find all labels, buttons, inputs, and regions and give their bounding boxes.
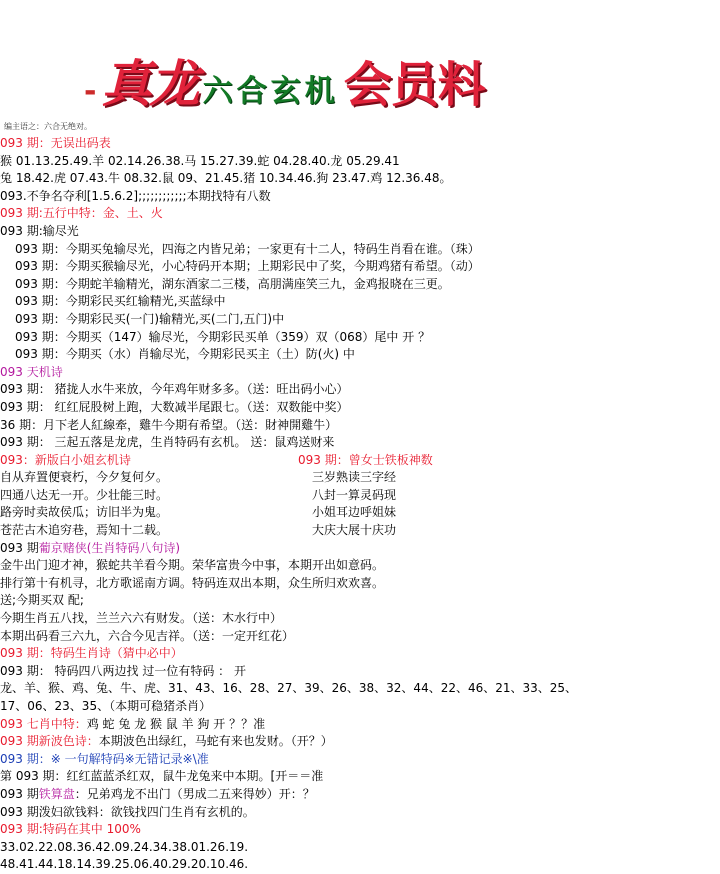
heaven-poem-line: 093 期： 三起五落是龙虎，生肖特码有玄机。 送：鼠鸡送财来 [0, 435, 335, 450]
section-title-code-table: 093 期：无误出码表 [0, 136, 111, 150]
zodiac-poem-line: 093 期： 特码四八两边找 过一位有特码 ： 开 [0, 663, 246, 678]
final-codes-row-1: 33.02.22.08.36.42.09.24.34.38.01.26.19. [0, 839, 249, 854]
heaven-poem-line: 093 期： 猪拢人水牛来放，今年鸡年财多多。（送：旺出码小心） [0, 382, 349, 397]
white-lady-line: 四通八达无一开。少壮能三时。 [0, 487, 169, 502]
two-column-row [0, 487, 720, 505]
white-lady-line: 苍茫古木追穷巷，焉知十二载。 [0, 523, 169, 538]
gambler-line: 排行第十有机寻，北方歌谣南方调。特码连双出本期，众生所归欢欢喜。 [0, 575, 385, 590]
section-title-five-elements: 093 期:五行中特：金、土、火 [0, 206, 163, 221]
section-title-zodiac-poem: 093 期：特码生肖诗（猜中必中） [0, 646, 183, 661]
gambler-line: 金牛出门迎才神，猴蛇共羊看今期。荣华富贵今中事，本期开出如意码。 [0, 558, 385, 573]
two-column-titles [0, 452, 720, 470]
subtitle: 编主语之：六合无绝对。 [4, 122, 92, 131]
code-table-row-3: 093.不争名夺利[1.5.6.2];;;;;;;;;;;;本期找特有八数 [0, 188, 271, 203]
white-lady-line: 自从弃置便衰朽，今夕复何夕。 [0, 470, 169, 485]
section-title-iron-plate: 093 期：曾女士铁板神数 [298, 452, 433, 467]
brand-banner [84, 44, 485, 113]
two-column-row [0, 469, 720, 487]
brand-title-end: 会员料 [343, 57, 485, 113]
final-codes-row-2: 48.41.44.18.14.39.25.06.40.29.20.10.46. [0, 857, 249, 872]
two-column-row [0, 504, 720, 522]
white-lady-line: 路旁时卖故侯瓜；访旧半为鬼。 [0, 505, 169, 520]
seven-zodiac-line: 093 七肖中特：鸡 蛇 兔 龙 猴 鼠 羊 狗 开 ？？准 [0, 716, 266, 731]
heaven-poem-line: 093 期： 红红屁股树上跑，大数减半尾跟七。（送：双数能中奖） [0, 399, 349, 414]
gambler-line: 今期生肖五八找，兰兰六六有财发。（送：木水行中） [0, 611, 283, 626]
zodiac-list-line: 龙、羊、猴、鸡、兔、牛、虎、31、43、16、28、27、39、26、38、32、44、22、46、21、33、25、 [0, 681, 578, 696]
zodiac-list-line: 17、06、23、35、（本期可稳猪杀肖） [0, 699, 212, 713]
iron-plate-line: 八封一算灵码现 [312, 487, 397, 502]
content [0, 135, 720, 874]
iron-plate-line: 三岁熟读三字经 [312, 470, 397, 485]
brand-dash: - [84, 74, 97, 109]
lose-all-line: 093 期：今期买（147）输尽光，今期彩民买单（359）双（068）尾中 开 ？ [15, 329, 431, 344]
gambler-line: 送;今期买双 配; [0, 593, 84, 608]
shrew-line: 093 期泼妇欲钱料：欲钱找四门生肖有玄机的。 [0, 804, 255, 819]
red-blue-line: 第 093 期：红红蓝蓝杀红双，鼠牛龙兔来中本期。[开＝＝准 [0, 769, 324, 784]
lose-all-line: 093 期：今期蛇羊输精光，湖东酒家二三楼，高朋满座笑三九，金鸡报晓在三更。 [15, 276, 450, 291]
wave-color-line: 093 期新波色诗：本期波色出绿红，马蛇有来也发财。（开？） [0, 734, 333, 749]
code-table-row-1: 猴 01.13.25.49.羊 02.14.26.38.马 15.27.39.蛇 04.28.40.龙 05.29.41 [0, 153, 400, 168]
abacus-line: 093 期铁算盘：兄弟鸡龙不出门（男成二五来得妙）开：？ [0, 786, 315, 801]
one-line-code-title: 093 期：※ 一句解特码※无错记录※\准 [0, 751, 209, 766]
section-title-heaven-poem: 093 天机诗 [0, 364, 63, 379]
heaven-poem-line: 36 期：月下老人紅線牽，雞牛今期有希望。（送：財神開雞牛） [0, 417, 338, 432]
section-title-gambler: 093 期葡京赌侠(生肖特码八句诗) [0, 540, 181, 555]
gambler-line: 本期出码看三六九，六合今见吉祥。（送：一定开红花） [0, 628, 295, 643]
brand-title-middle: 六合玄机 [202, 74, 339, 109]
iron-plate-line: 小姐耳边呼姐妹 [312, 505, 397, 520]
brand-title-main: 真龙 [101, 55, 198, 113]
lose-all-line: 093 期：今期彩民买(一门)输精光,买(二门,五门)中 [15, 311, 285, 326]
lose-all-line: 093 期：今期买（水）肖输尽光，今期彩民买主（土）防(火) 中 [15, 347, 355, 362]
lose-all-heading: 093 期:输尽光 [0, 223, 79, 238]
section-title-white-lady: 093：新版白小姐玄机诗 [0, 452, 131, 467]
lose-all-line: 093 期：今期彩民买红输精光,买蓝绿中 [15, 294, 226, 309]
code-table-row-2: 兔 18.42.虎 07.43.牛 08.32.鼠 09、21.45.猪 10.34.46.狗 23.47.鸡 12.36.48。 [0, 171, 452, 186]
lose-all-line: 093 期：今期买猴输尽光，小心特码开本期；上期彩民中了奖，今期鸡猪有希望。（动） [15, 259, 480, 274]
iron-plate-line: 大庆大展十庆功 [312, 523, 397, 538]
header [0, 0, 720, 131]
lose-all-line: 093 期：今期买兔输尽光，四海之内皆兄弟；一家更有十二人，特码生肖看在谁。（珠） [15, 241, 480, 256]
two-column-row [0, 522, 720, 540]
final-code-title: 093 期:特码在其中 100% [0, 822, 141, 837]
